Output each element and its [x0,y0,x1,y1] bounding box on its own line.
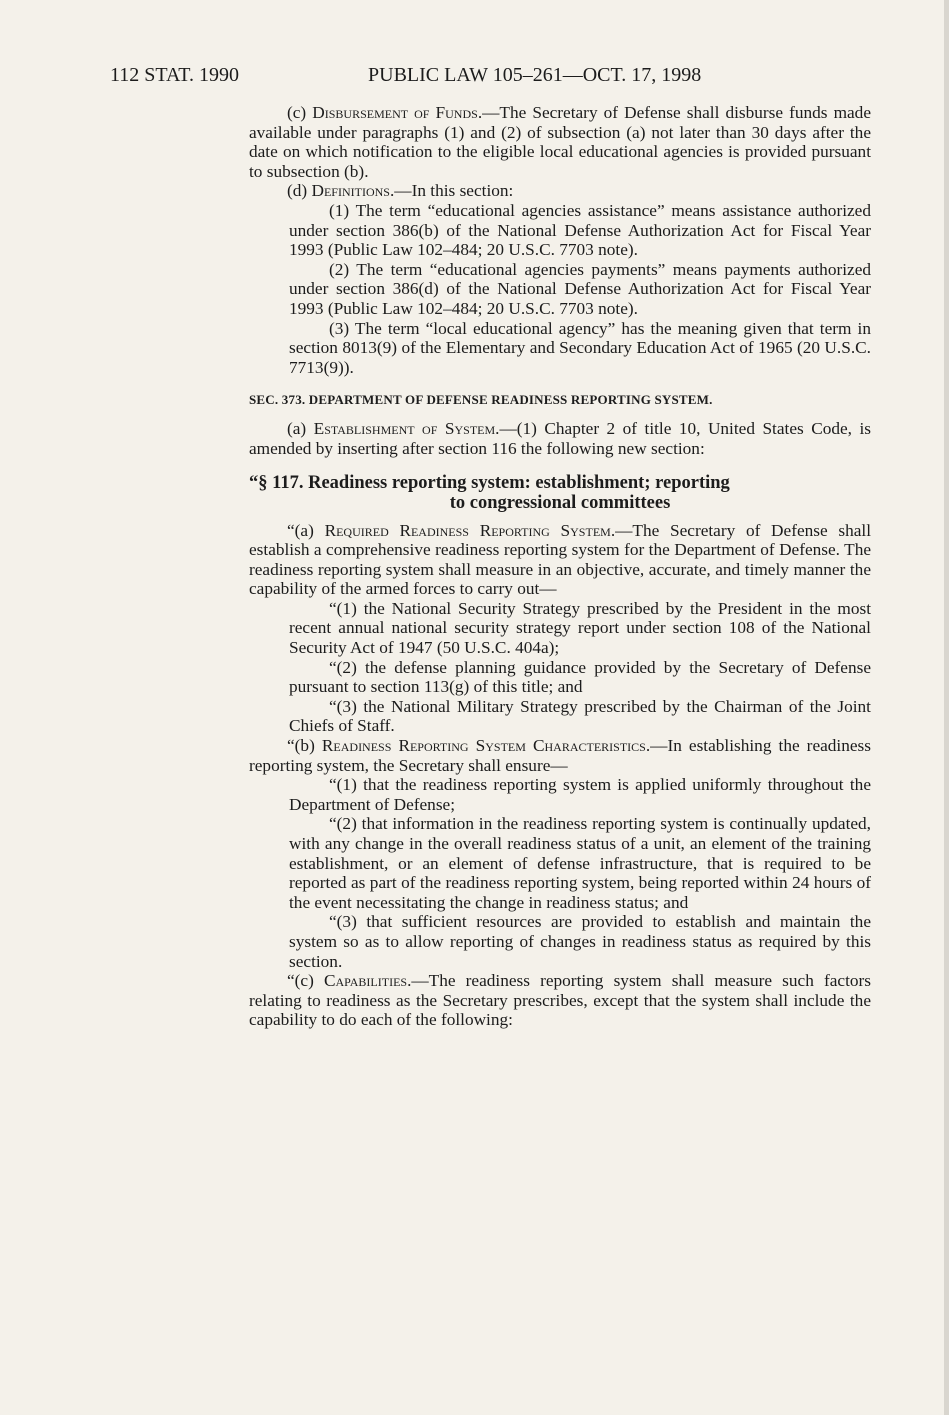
list-item: “(1) that the readiness reporting system is applied uniformly throughout the Department of Defense; [289,775,871,814]
subsection-c-disbursement: (c) Disbursement of Funds.—The Secretary of Defense shall disburse funds made available under paragraphs (1) and (2) of subsection (a) not later than 30 days after the date on which notification to the eligible local educational agencies is provided pursuant to subsection (b). [249,103,871,181]
subsection-a-required-system: “(a) Required Readiness Reporting System.—The Secretary of Defense shall establish a comprehensive readiness reporting system for the Department of Defense. The readiness reporting system shall measure in an objective, accurate, and timely manner the capability of the armed forces to carry out— [249,520,872,599]
list-item: “(3) the National Military Strategy prescribed by the Chairman of the Joint Chiefs of Staff. [289,696,871,736]
definition-item: (2) The term “educational agencies payments” means payments authorized under section 386(d) of the National Defense Authorization Act for Fiscal Year 1993 (Public Law 102–484; 20 U.S.C. 7703 note). [289,259,871,318]
public-law-title: PUBLIC LAW 105–261—OCT. 17, 1998 [368,64,702,86]
definition-item: (1) The term “educational agencies assistance” means assistance authorized under section 386(b) of the National Defense Authorization Act for Fiscal Year 1993 (Public Law 102–484; 20 U.S.C. 7703 note). [289,200,871,260]
list-item: “(1) the National Security Strategy prescribed by the President in the most recent annual national security strategy report under section 108 of the National Security Act of 1947 (50 U.S.C. 404a); [289,598,871,658]
subsection-c-capabilities: “(c) Capabilities.—The readiness reporting system shall measure such factors relating to readiness as the Secretary prescribes, except that the system shall include the capability to do each of the following: [249,971,872,1030]
new-section-title-line1: “§ 117. Readiness reporting system: establishment; reporting [249,472,730,493]
list-item: “(2) the defense planning guidance provided by the Secretary of Defense pursuant to section 113(g) of this title; and [289,657,871,697]
definition-item: (3) The term “local educational agency” has the meaning given that term in section 8013(9) of the Elementary and Secondary Education Act of 1965 (20 U.S.C. 7713(9)). [289,318,871,377]
establishment-paragraph: (a) Establishment of System.—(1) Chapter 2 of title 10, United States Code, is amended by inserting after section 116 the following new section: [249,419,871,458]
document-body [249,103,871,1030]
list-item: “(2) that information in the readiness reporting system is continually updated, with any change in the overall readiness status of a unit, an element of the training establishment, or an element of defense infrastructure, that is required to be reported as part of the readiness reporting system, being reported within 24 hours of the event necessitating the change in readiness status; and [289,814,871,912]
section-title: DEPARTMENT OF DEFENSE READINESS REPORTING SYSTEM. [308,392,713,408]
new-section-title-line2: to congressional committees [449,492,671,513]
section-number: SEC. 373. [249,392,306,408]
subsection-d-definitions: (d) Definitions.—In this section: [287,181,514,201]
page-header [110,62,870,88]
page-edge [944,0,949,1415]
new-section-heading [249,473,871,513]
statute-citation: 112 STAT. 1990 [110,64,239,86]
section-heading [249,391,871,409]
list-item: “(3) that sufficient resources are provided to establish and maintain the system so as to allow reporting of changes in readiness status as required by this section. [289,912,871,971]
subsection-b-characteristics: “(b) Readiness Reporting System Characteristics.—In establishing the readiness reporting system, the Secretary shall ensure— [249,736,871,775]
